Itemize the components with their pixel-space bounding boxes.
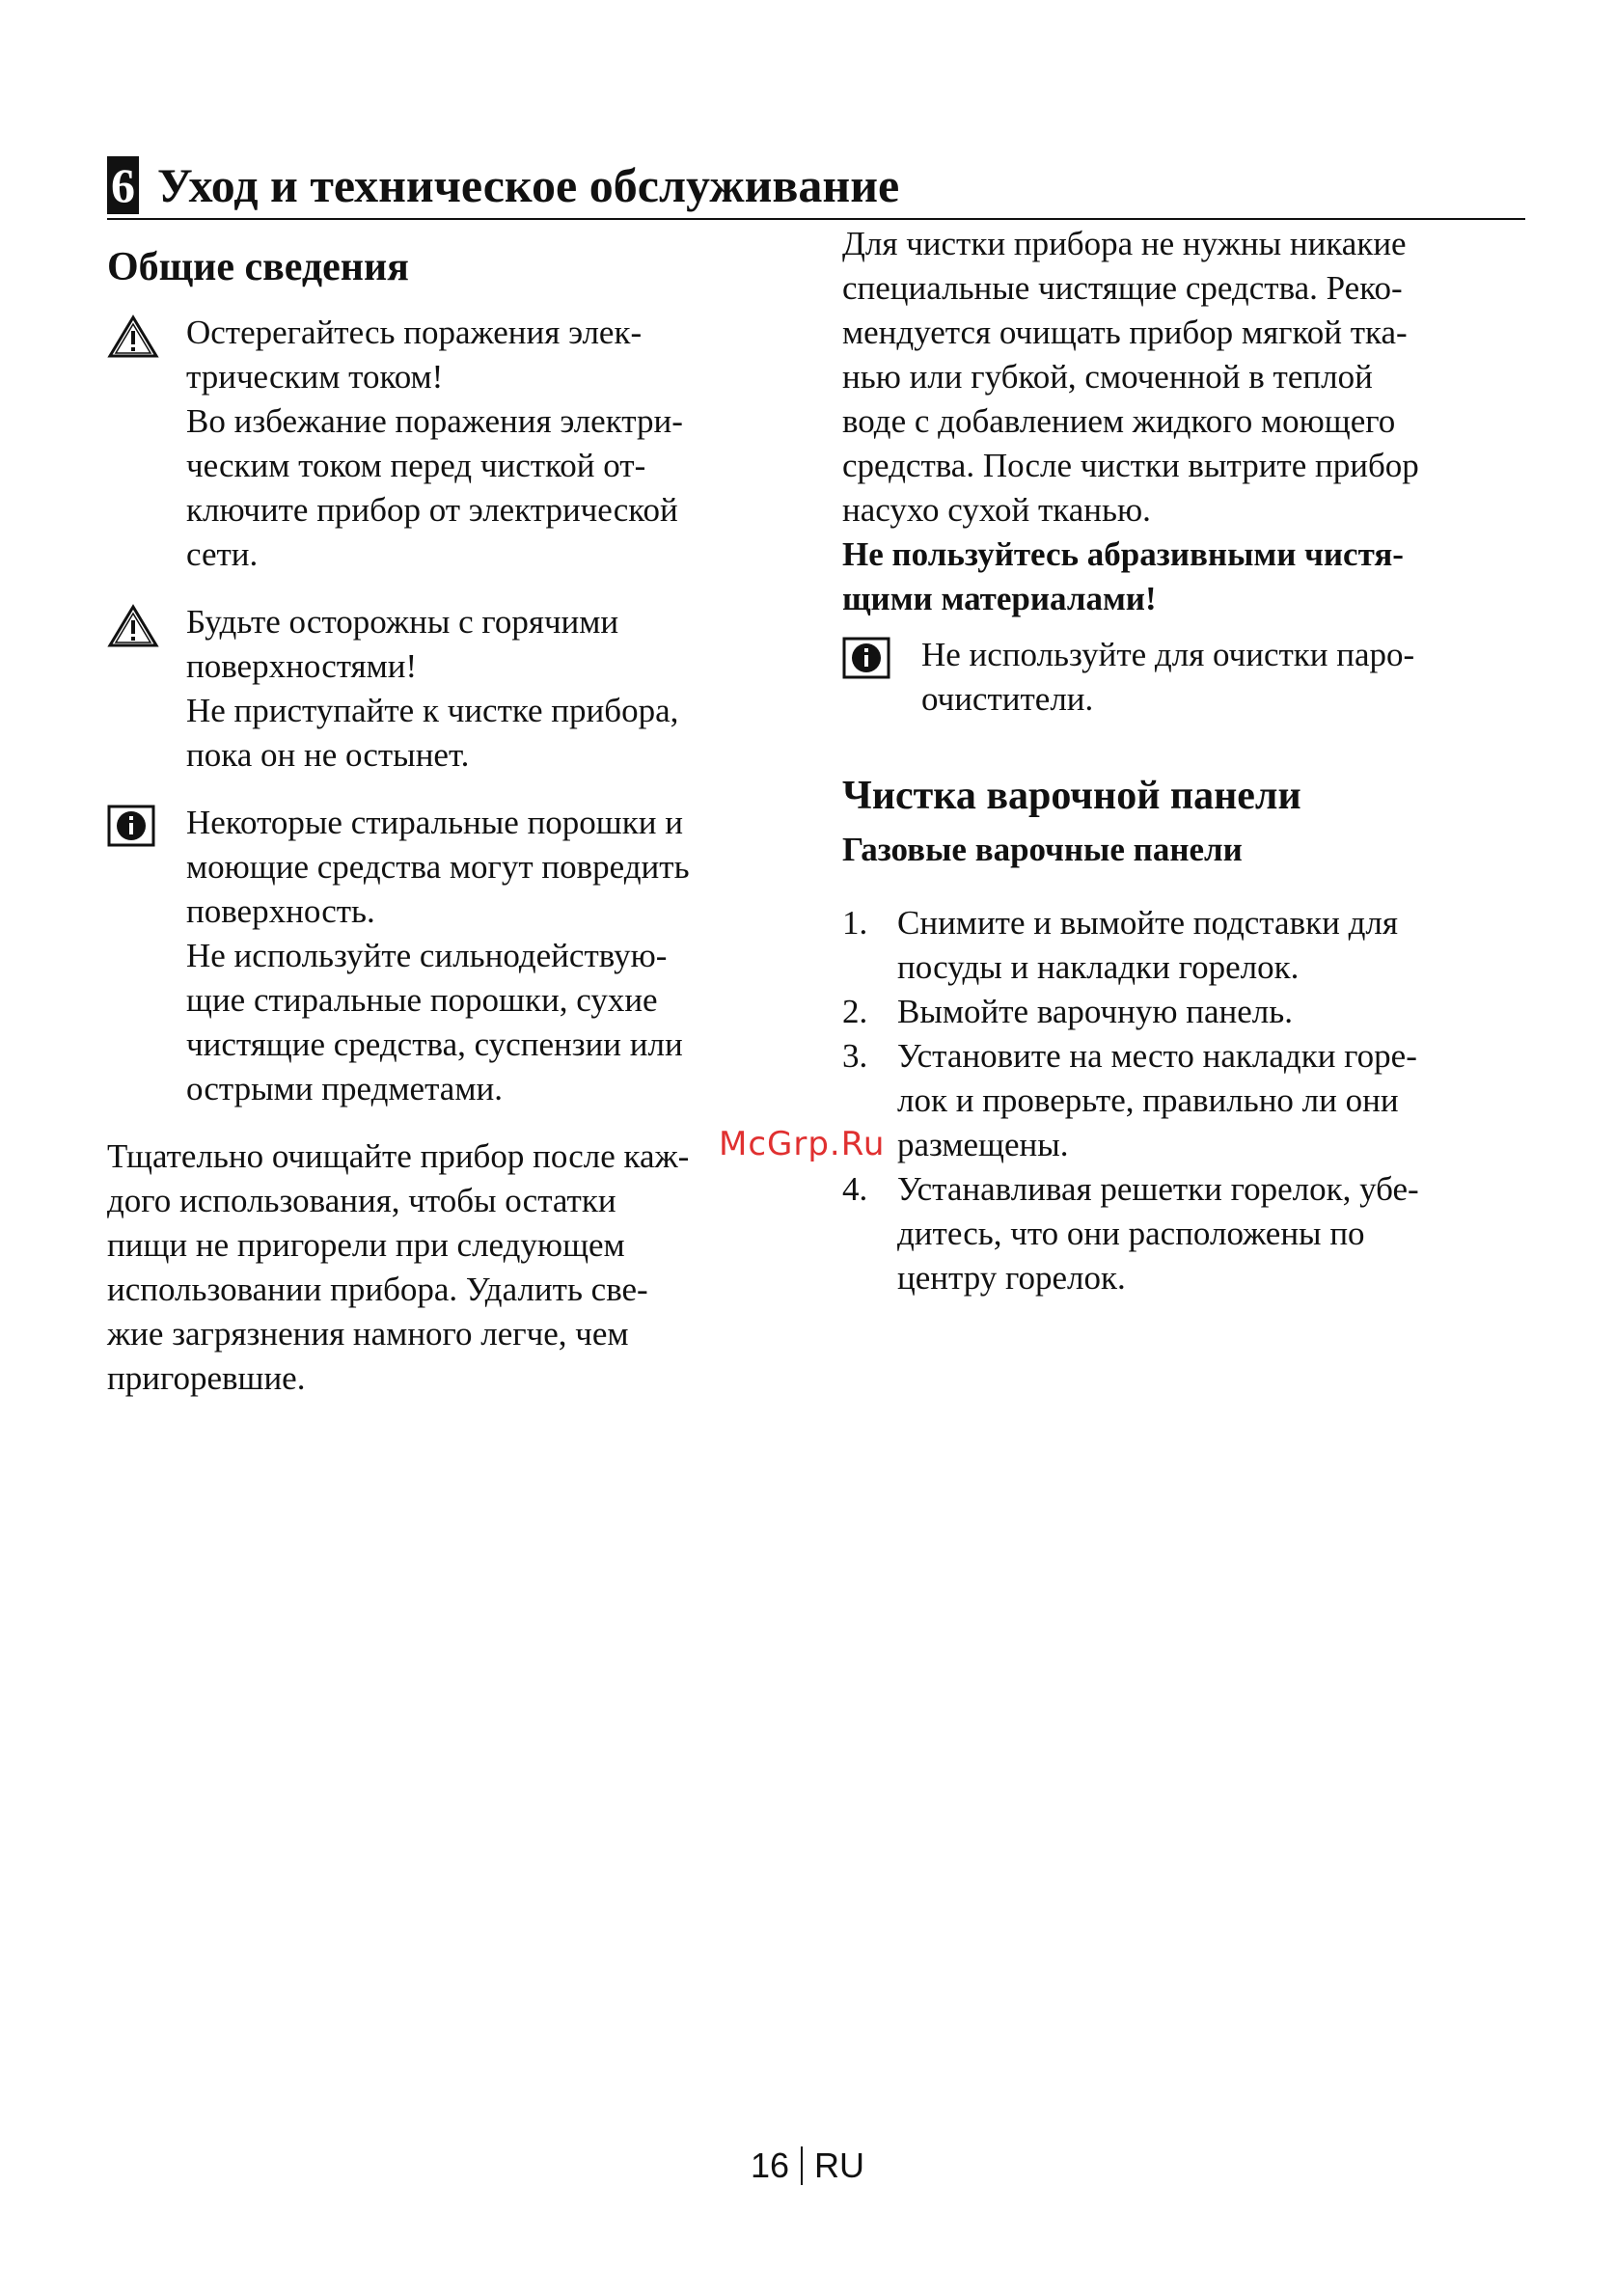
step-line: Снимите и вымойте подставки для (897, 904, 1398, 942)
section-title-hob: Чистка варочной панели (842, 774, 1301, 818)
intro-paragraph (842, 222, 1518, 533)
step-line: размещены. (897, 1126, 1069, 1163)
paragraph-line: Тщательно очищайте прибор после каж- (107, 1137, 690, 1175)
warning-triangle-icon (107, 314, 159, 359)
note-line: чистящие средства, суспензии или (186, 1025, 683, 1063)
warning-line: Не пользуйтесь абразивными чистя- (842, 535, 1404, 573)
language-code: RU (814, 2146, 865, 2185)
note-line: ключите прибор от электрической (186, 491, 678, 529)
list-item (842, 1167, 1518, 1300)
step-line: лок и проверьте, правильно ли они (897, 1081, 1399, 1119)
list-item (842, 990, 1518, 1034)
paragraph-line: воде с добавлением жидкого моющего (842, 402, 1396, 440)
list-item (842, 901, 1518, 990)
step-line: дитесь, что они расположены по (897, 1215, 1365, 1252)
section-title-general: Общие сведения (107, 245, 409, 289)
step-line: Устанавливая решетки горелок, убе- (897, 1170, 1419, 1208)
paragraph-line: нью или губкой, смоченной в теплой (842, 358, 1373, 396)
paragraph-line: пищи не пригорели при следующем (107, 1226, 625, 1264)
note-line: очистители. (921, 680, 1094, 718)
note-line: Во избежание поражения электри- (186, 402, 683, 440)
info-icon (107, 805, 159, 849)
list-item (842, 1034, 1518, 1167)
chapter-number: 6 (107, 156, 139, 214)
note-line: Будьте осторожны с горячими (186, 603, 619, 641)
paragraph-line: использовании прибора. Удалить све- (107, 1271, 648, 1308)
note-line: щие стиральные порошки, сухие (186, 981, 658, 1019)
page-footer (0, 2144, 1615, 2188)
step-number: 1. (842, 904, 868, 942)
paragraph-line: средства. После чистки вытрите прибор (842, 447, 1419, 484)
step-line: Вымойте варочную панель. (897, 993, 1293, 1030)
paragraph-line: Для чистки прибора не нужны никакие (842, 225, 1407, 262)
info-icon (842, 637, 894, 681)
note-line: Не используйте для очистки паро- (921, 636, 1415, 673)
chapter-title: Уход и техническое обслуживание (157, 158, 900, 212)
right-column (842, 222, 1518, 1300)
page-number: 16 (750, 2146, 790, 2185)
chapter-header (107, 154, 1525, 220)
step-number: 2. (842, 993, 868, 1030)
warning-triangle-icon (107, 604, 159, 648)
paragraph-line: специальные чистящие средства. Реко- (842, 269, 1403, 307)
step-number: 4. (842, 1170, 868, 1208)
paragraph-line: жие загрязнения намного легче, чем (107, 1315, 629, 1353)
step-line: посуды и накладки горелок. (897, 948, 1300, 986)
step-number: 3. (842, 1037, 868, 1075)
warning-note-hot (107, 600, 782, 778)
paragraph-line: насухо сухой тканью. (842, 491, 1151, 529)
paragraph-line: дого использования, чтобы остатки (107, 1182, 616, 1219)
note-line: острыми предметами. (186, 1070, 503, 1107)
info-note-steam (842, 633, 1518, 722)
watermark: McGrp.Ru (719, 1125, 886, 1163)
note-line: ческим током перед чисткой от- (186, 447, 646, 484)
step-line: центру горелок. (897, 1259, 1126, 1297)
left-column (107, 241, 782, 1401)
note-line: сети. (186, 535, 259, 573)
footer-divider (801, 2146, 803, 2185)
warning-note-electric (107, 311, 782, 577)
info-note-detergents (107, 801, 782, 1111)
cleaning-steps (842, 901, 1518, 1300)
note-line: Остерегайтесь поражения элек- (186, 314, 643, 351)
note-line: пока он не остынет. (186, 736, 470, 774)
note-line: моющие средства могут повредить (186, 848, 690, 886)
note-line: Не приступайте к чистке прибора, (186, 692, 679, 729)
note-line: трическим током! (186, 358, 444, 396)
abrasive-warning (842, 533, 1518, 621)
warning-line: щими материалами! (842, 580, 1157, 617)
subsection-title-gas: Газовые варочные панели (842, 831, 1243, 868)
paragraph-line: пригоревшие. (107, 1359, 306, 1397)
note-line: Не используйте сильнодействую- (186, 937, 668, 974)
paragraph-line: мендуется очищать прибор мягкой тка- (842, 314, 1408, 351)
cleaning-paragraph (107, 1134, 782, 1401)
step-line: Установите на место накладки горе- (897, 1037, 1417, 1075)
note-line: поверхностями! (186, 647, 418, 685)
note-line: Некоторые стиральные порошки и (186, 804, 683, 841)
note-line: поверхность. (186, 892, 375, 930)
